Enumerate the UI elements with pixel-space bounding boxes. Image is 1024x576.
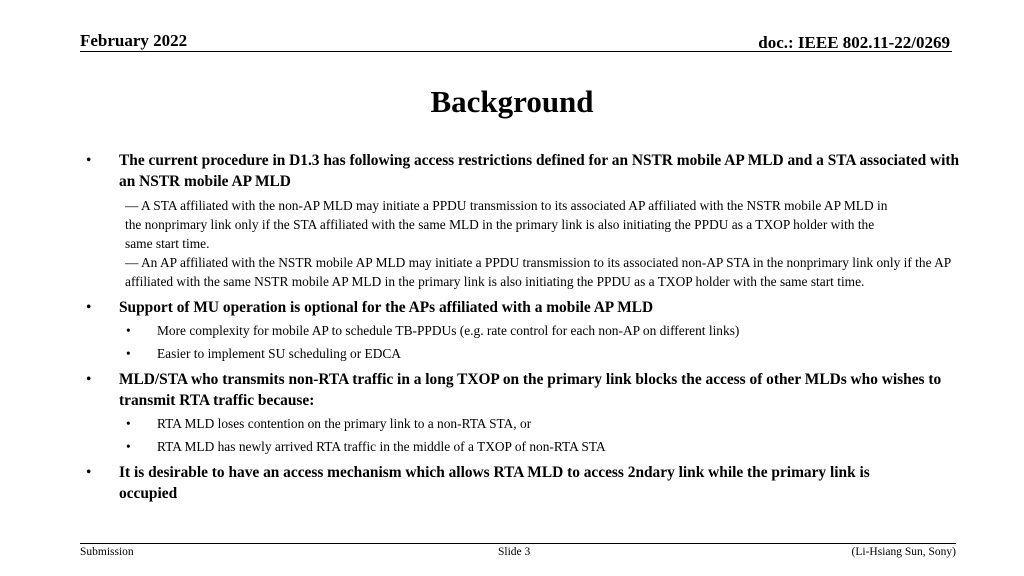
bullet-3-text: MLD/STA who transmits non-RTA traffic in a long TXOP on the primary link blocks the access of other MLDs who wishes to transmit RTA traffic because: (119, 371, 942, 409)
bullet-3-sub-2 (80, 437, 960, 456)
bullet-3-sub-2-text: RTA MLD has newly arrived RTA traffic in the middle of a TXOP of non-RTA STA (157, 439, 606, 454)
bullet-2-sub-1-marker: • (126, 323, 131, 338)
bullet-2-sub-2-marker: • (126, 346, 131, 361)
footer-divider (80, 543, 956, 544)
footer-author: (Li-Hsiang Sun, Sony) (851, 546, 956, 558)
bullet-4-text: It is desirable to have an access mechanism which allows RTA MLD to access 2ndary link while the primary link is occupied (119, 464, 870, 502)
footer-submission: Submission (80, 546, 134, 558)
bullet-1-text: The current procedure in D1.3 has following access restrictions defined for an NSTR mobile AP MLD and a STA associated with an NSTR mobile AP MLD (119, 152, 960, 190)
bullet-1-paragraph-2: — An AP affiliated with the NSTR mobile AP MLD may initiate a PPDU transmission to its associated non-AP STA in the nonprimary link only if the AP affiliated with the same NSTR mobile AP MLD in the primary link is also initiating the PPDU as a TXOP holder with the same start time. (125, 255, 951, 289)
bullet-3-sub-1 (80, 414, 960, 433)
header-doc-id: doc.: IEEE 802.11-22/0269 (758, 33, 950, 52)
bullet-4-marker: • (86, 464, 92, 481)
bullet-2-sub-2-text: Easier to implement SU scheduling or EDCA (157, 346, 401, 361)
bullet-1 (80, 150, 960, 192)
bullet-2-text: Support of MU operation is optional for the APs affiliated with a mobile AP MLD (119, 299, 654, 316)
slide-title: Background (430, 84, 594, 119)
bullet-1-paragraph-1: — A STA affiliated with the non-AP MLD may initiate a PPDU transmission to its associated AP affiliated with the NSTR mobile AP MLD in the nonprimary link only if the STA affiliated with the same MLD in the primary link is also initiating the PPDU as a TXOP holder with the same start time. (125, 198, 888, 251)
bullet-2 (80, 297, 960, 318)
bullet-3 (80, 369, 960, 411)
bullet-2-sub-2 (80, 344, 960, 363)
bullet-1-marker: • (86, 152, 92, 169)
bullet-3-sub-2-marker: • (126, 439, 131, 454)
header-date: February 2022 (80, 31, 188, 50)
bullet-2-marker: • (86, 299, 92, 316)
footer-slide-number: Slide 3 (498, 546, 531, 558)
header-divider (80, 51, 952, 52)
bullet-3-marker: • (86, 371, 92, 388)
bullet-2-sub-1 (80, 321, 960, 340)
bullet-2-sub-1-text: More complexity for mobile AP to schedule TB-PPDUs (e.g. rate control for each non-AP on different links) (157, 323, 740, 338)
bullet-3-sub-1-marker: • (126, 416, 131, 431)
slide-content (80, 146, 960, 504)
bullet-3-sub-1-text: RTA MLD loses contention on the primary link to a non-RTA STA, or (157, 416, 532, 431)
bullet-4 (80, 462, 919, 504)
